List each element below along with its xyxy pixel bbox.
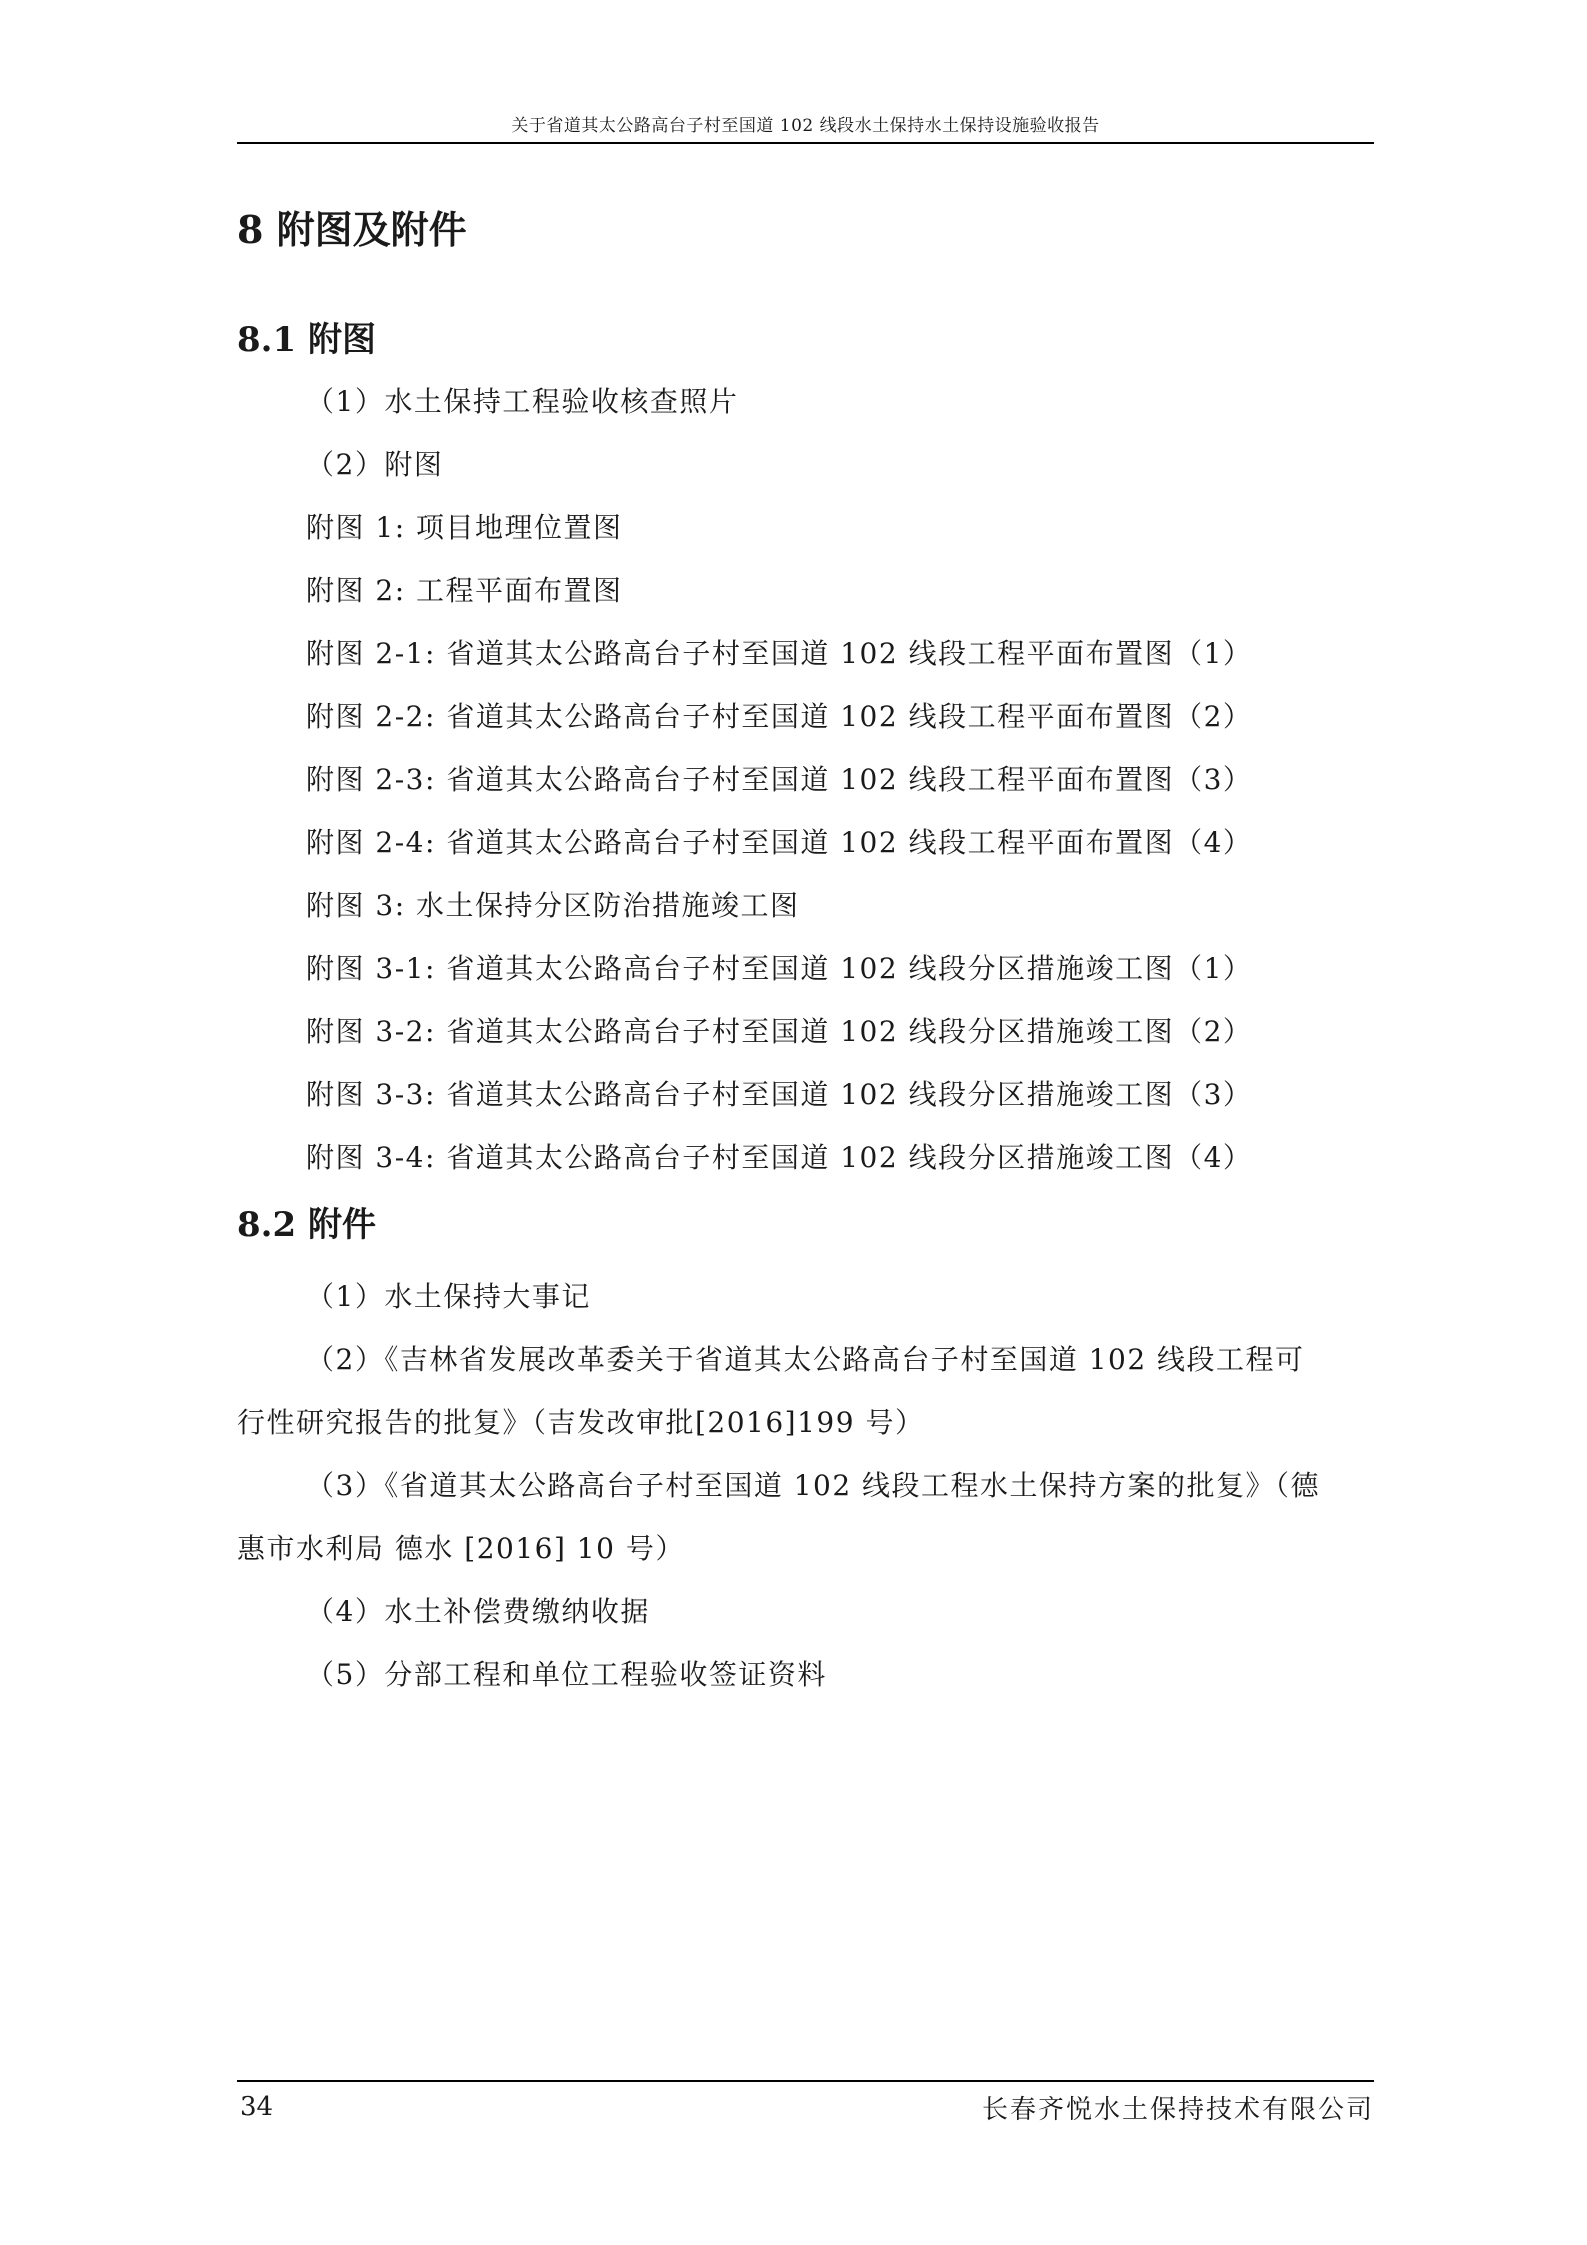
figure-list-item: 附图 3-1: 省道其太公路高台子村至国道 102 线段分区措施竣工图（1） <box>306 952 1253 985</box>
figure-list-item: 附图 2: 工程平面布置图 <box>306 574 623 607</box>
attachment-item-continuation: 惠市水利局 德水 [2016] 10 号） <box>237 1532 685 1565</box>
page-number: 34 <box>240 2092 274 2122</box>
chapter-title: 8 附图及附件 <box>237 207 467 252</box>
attachment-item: （1）水土保持大事记 <box>306 1280 591 1313</box>
figure-list-item: 附图 3-3: 省道其太公路高台子村至国道 102 线段分区措施竣工图（3） <box>306 1078 1253 1111</box>
figure-list-item: （1）水土保持工程验收核查照片 <box>306 385 739 418</box>
figure-list-item: 附图 2-4: 省道其太公路高台子村至国道 102 线段工程平面布置图（4） <box>306 826 1253 859</box>
company-name: 长春齐悦水土保持技术有限公司 <box>981 2095 1374 2125</box>
figure-list-item: 附图 3-4: 省道其太公路高台子村至国道 102 线段分区措施竣工图（4） <box>306 1141 1253 1174</box>
attachment-item: （4）水土补偿费缴纳收据 <box>306 1595 650 1628</box>
attachment-item: （3）《省道其太公路高台子村至国道 102 线段工程水土保持方案的批复》（德 <box>306 1469 1321 1502</box>
figure-list-item: 附图 1: 项目地理位置图 <box>306 511 623 544</box>
attachment-item: （2）《吉林省发展改革委关于省道其太公路高台子村至国道 102 线段工程可 <box>306 1343 1305 1376</box>
page-header: 关于省道其太公路高台子村至国道 102 线段水土保持水土保持设施验收报告 <box>511 116 1100 136</box>
figure-list-item: （2）附图 <box>306 448 444 481</box>
section-title-figures: 8.1 附图 <box>237 320 376 360</box>
section-title-attachments: 8.2 附件 <box>237 1205 376 1245</box>
figure-list-item: 附图 3-2: 省道其太公路高台子村至国道 102 线段分区措施竣工图（2） <box>306 1015 1253 1048</box>
header-divider <box>237 142 1374 144</box>
figure-list-item: 附图 2-3: 省道其太公路高台子村至国道 102 线段工程平面布置图（3） <box>306 763 1253 796</box>
figure-list-item: 附图 2-1: 省道其太公路高台子村至国道 102 线段工程平面布置图（1） <box>306 637 1253 670</box>
figure-list-item: 附图 2-2: 省道其太公路高台子村至国道 102 线段工程平面布置图（2） <box>306 700 1253 733</box>
figure-list-item: 附图 3: 水土保持分区防治措施竣工图 <box>306 889 800 922</box>
attachment-item-continuation: 行性研究报告的批复》（吉发改审批[2016]199 号） <box>237 1406 925 1439</box>
attachment-item: （5）分部工程和单位工程验收签证资料 <box>306 1658 827 1691</box>
footer-divider <box>237 2080 1374 2082</box>
